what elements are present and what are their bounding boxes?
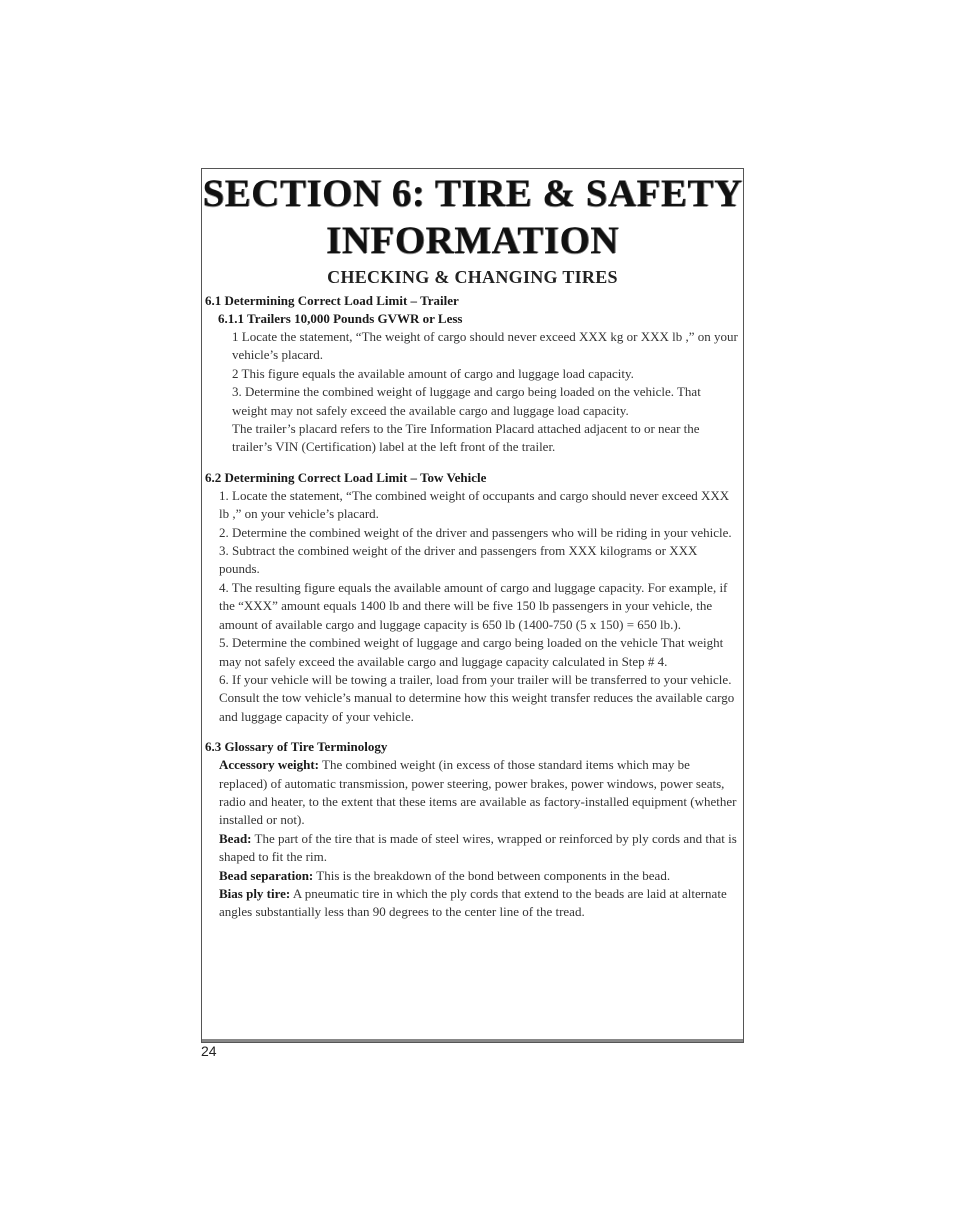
section-6-3-glossary <box>202 738 743 922</box>
paragraph: 2. Determine the combined weight of the driver and passengers who will be riding in your vehicle. <box>219 524 732 540</box>
section-title <box>202 169 743 264</box>
section-6-1-heading: 6.1 Determining Correct Load Limit – Trailer <box>205 293 459 308</box>
glossary-entry <box>202 830 743 867</box>
paragraph: 3. Determine the combined weight of luggage and cargo being loaded on the vehicle. That weight may not safely exceed the available cargo and luggage load capacity. <box>232 384 701 418</box>
section-6-1 <box>202 292 743 457</box>
glossary-term: Bias ply tire: <box>219 885 291 901</box>
glossary-definition: A pneumatic tire in which the ply cords that extend to the beads are laid at alternate angles substantially less than 90 degrees to the center line of the tread. <box>219 885 727 920</box>
paragraph: 2 This figure equals the available amount of cargo and luggage load capacity. <box>232 365 634 381</box>
paragraph: The trailer’s placard refers to the Tire Information Placard attached adjacent to or near the trailer’s VIN (Certification) label at the left front of the trailer. <box>232 421 700 455</box>
section-6-1-1-heading: 6.1.1 Trailers 10,000 Pounds GVWR or Less <box>218 311 463 326</box>
section-6-2-heading: 6.2 Determining Correct Load Limit – Tow Vehicle <box>205 469 487 485</box>
paragraph: 1 Locate the statement, “The weight of cargo should never exceed XXX kg or XXX lb ,” on your vehicle’s placard. <box>232 329 738 363</box>
glossary-term: Bead separation: <box>219 867 314 883</box>
section-6-2 <box>202 469 743 726</box>
page-frame <box>201 168 744 1043</box>
section-subtitle: CHECKING & CHANGING TIRES <box>327 267 618 287</box>
paragraph: 4. The resulting figure equals the available amount of cargo and luggage capacity. For example, if the “XXX” amount equals 1400 lb and there will be five 150 lb passengers in your vehicle, the amount of available cargo and luggage capacity is 650 lb (1400-750 (5 x 150) = 650 lb.). <box>219 579 728 632</box>
title-line-2: INFORMATION <box>326 219 619 262</box>
glossary-entry <box>202 867 743 885</box>
glossary-definition: This is the breakdown of the bond between components in the bead. <box>316 867 671 883</box>
glossary-term: Accessory weight: <box>219 757 319 773</box>
paragraph: 1. Locate the statement, “The combined weight of occupants and cargo should never exceed XXX lb ,” on your vehicle’s placard. <box>219 487 730 522</box>
glossary-term: Bead: <box>219 830 252 846</box>
paragraph: 5. Determine the combined weight of luggage and cargo being loaded on the vehicle That weight may not safely exceed the available cargo and luggage capacity calculated in Step # 4. <box>219 635 724 669</box>
glossary-entry <box>202 885 743 922</box>
glossary-entry <box>202 756 743 830</box>
paragraph: 3. Subtract the combined weight of the driver and passengers from XXX kilograms or XXX pounds. <box>219 543 698 577</box>
glossary-definition: The combined weight (in excess of those standard items which may be replaced) of automatic transmission, power steering, power brakes, power windows, power seats, radio and heater, to the extent that these items are available as factory-installed equipment (whether installed or not). <box>219 757 737 828</box>
title-line-1: SECTION 6: TIRE & SAFETY <box>202 172 743 215</box>
section-6-3-heading: 6.3 Glossary of Tire Terminology <box>205 739 388 755</box>
paragraph: 6. If your vehicle will be towing a trailer, load from your trailer will be transferred to your vehicle. Consult the tow vehicle’s manual to determine how this weight transfer reduces the available cargo and luggage capacity of your vehicle. <box>219 671 735 724</box>
glossary-definition: The part of the tire that is made of steel wires, wrapped or reinforced by ply cords and that is shaped to fit the rim. <box>219 830 737 865</box>
page-number: 24 <box>201 1043 217 1059</box>
